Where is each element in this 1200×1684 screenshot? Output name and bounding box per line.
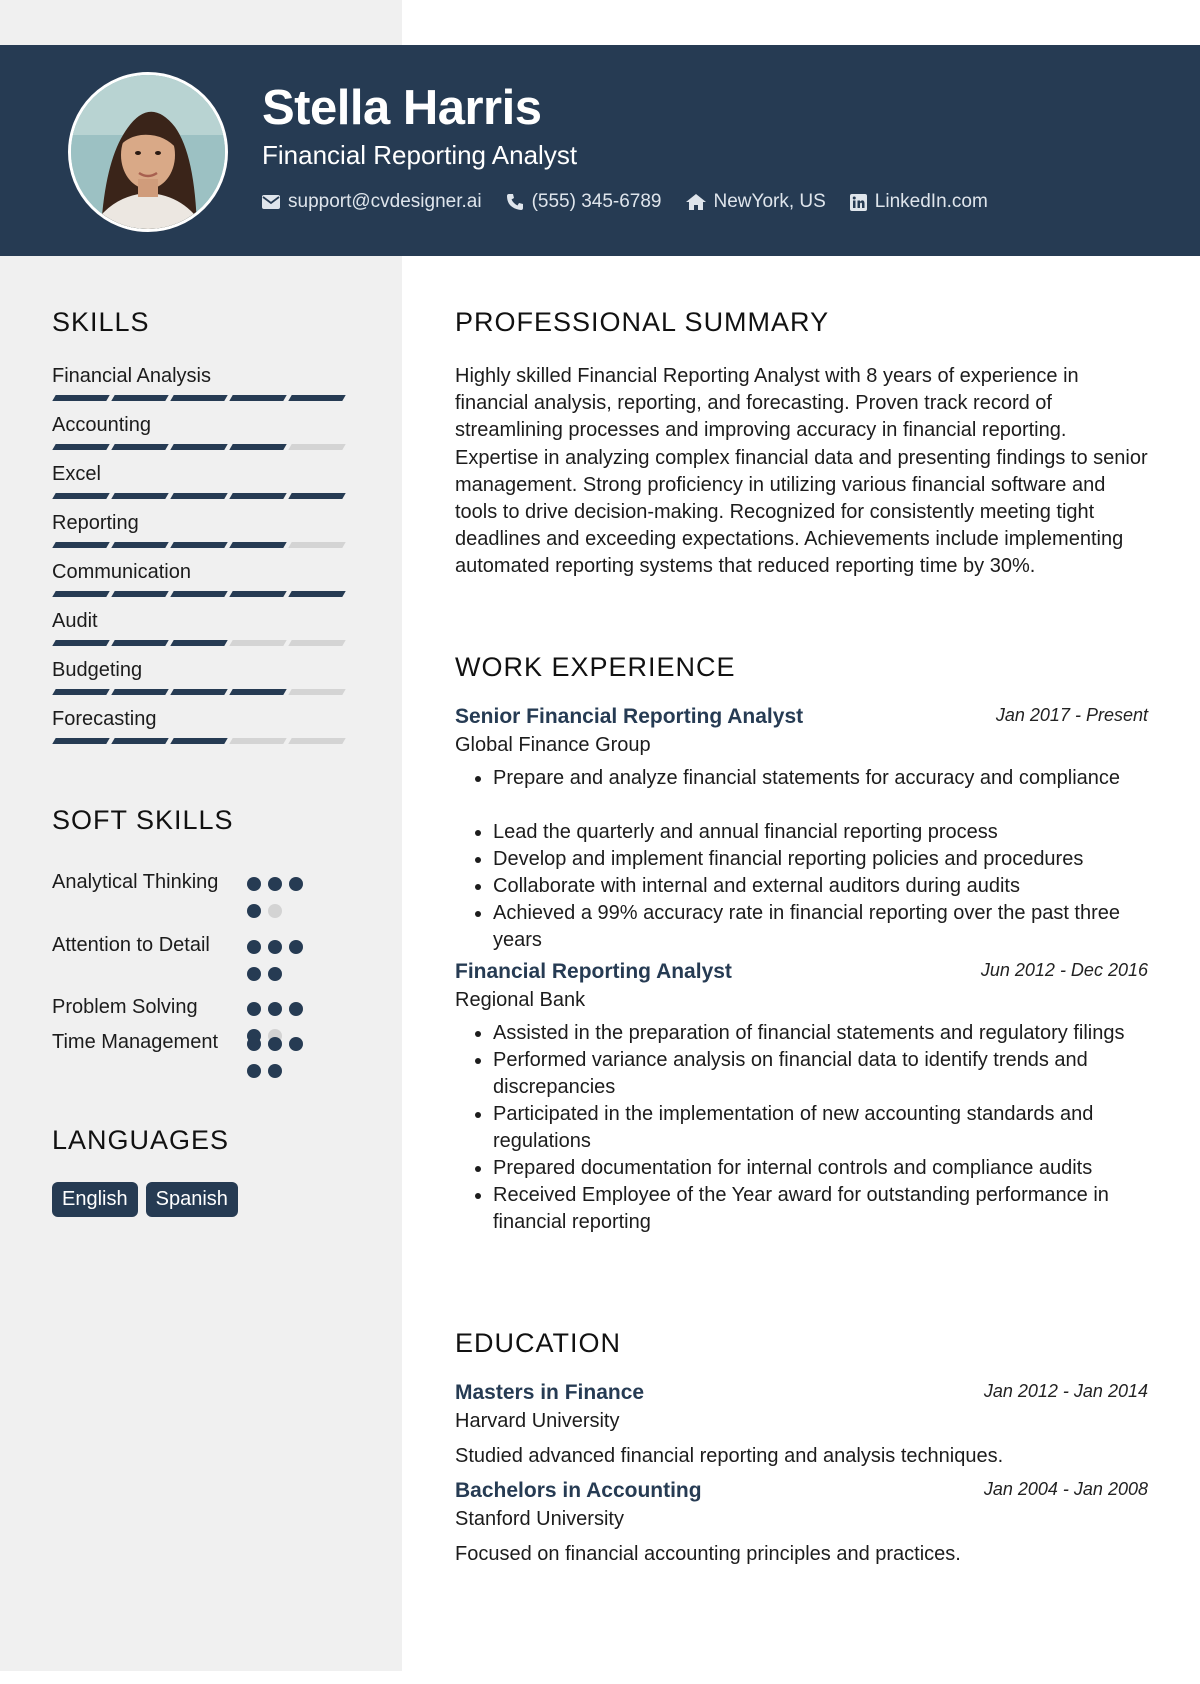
skill-name: Financial Analysis — [52, 365, 211, 387]
job-bullet: • Prepared documentation for internal controls and compliance audits — [493, 1155, 1148, 1182]
skill-bar-filled — [170, 493, 227, 499]
skill-level-bars — [54, 591, 349, 597]
job-entry — [455, 960, 1148, 1236]
school-name: Harvard University — [455, 1410, 620, 1432]
job-date: Jun 2012 - Dec 2016 — [980, 960, 1148, 980]
rating-dot-filled — [289, 940, 303, 954]
linkedin-icon — [850, 194, 867, 211]
skill-item — [52, 659, 352, 708]
contact-phone[interactable] — [506, 191, 662, 213]
skill-bar-filled — [111, 395, 168, 401]
skill-item — [52, 708, 352, 757]
languages-heading: LANGUAGES — [52, 1125, 230, 1155]
experience-heading: WORK EXPERIENCE — [455, 652, 736, 682]
skill-bar-filled — [111, 591, 168, 597]
rating-dot-filled — [268, 877, 282, 891]
candidate-name: Stella Harris — [262, 81, 542, 135]
rating-dot-filled — [247, 1002, 261, 1016]
skill-bar-filled — [111, 689, 168, 695]
skill-bar-filled — [52, 591, 109, 597]
skill-bar-filled — [52, 395, 109, 401]
job-bullet: • Collaborate with internal and external auditors during audits — [493, 873, 1148, 900]
rating-dot-filled — [289, 877, 303, 891]
skill-bar-filled — [170, 640, 227, 646]
rating-dot-filled — [268, 1064, 282, 1078]
skill-level-bars — [54, 493, 349, 499]
job-bullet: • Lead the quarterly and annual financial reporting process — [493, 819, 1148, 846]
skill-level-bars — [54, 640, 349, 646]
skill-bar-filled — [52, 689, 109, 695]
soft-skills-heading: SOFT SKILLS — [52, 805, 234, 835]
job-company: Global Finance Group — [455, 734, 651, 756]
skill-item — [52, 414, 352, 463]
education-section — [455, 1328, 1148, 1568]
soft-skill-dots — [247, 1037, 327, 1091]
skill-bar-filled — [288, 493, 345, 499]
skills-section — [52, 307, 352, 757]
summary-section — [455, 307, 1148, 581]
skill-bar-filled — [229, 395, 286, 401]
contact-email[interactable] — [262, 191, 482, 213]
skill-item — [52, 463, 352, 512]
skill-item — [52, 512, 352, 561]
location-text: NewYork, US — [713, 191, 826, 212]
home-icon — [686, 194, 706, 210]
languages-section — [52, 1125, 352, 1217]
contact-location — [686, 191, 826, 213]
experience-section — [455, 652, 1148, 1236]
skill-bar-empty — [288, 689, 345, 695]
education-header — [455, 1381, 1148, 1408]
job-entry — [455, 705, 1148, 954]
job-date: Jan 2017 - Present — [995, 705, 1148, 725]
skill-bar-empty — [229, 738, 286, 744]
education-date: Jan 2004 - Jan 2008 — [983, 1479, 1148, 1499]
skill-item — [52, 610, 352, 659]
rating-dot-filled — [247, 904, 261, 918]
skill-name: Reporting — [52, 512, 139, 534]
skill-bar-filled — [229, 689, 286, 695]
skill-name: Communication — [52, 561, 191, 583]
soft-skill-name: Attention to Detail — [52, 934, 210, 956]
rating-dot-filled — [289, 1037, 303, 1051]
envelope-icon — [262, 195, 280, 209]
candidate-role: Financial Reporting Analyst — [262, 140, 578, 170]
education-description: Focused on financial accounting principles and practices. — [455, 1543, 961, 1565]
skill-level-bars — [54, 542, 349, 548]
education-header — [455, 1479, 1148, 1506]
profile-photo — [68, 72, 228, 232]
job-bullets — [455, 1020, 1148, 1236]
summary-text: Highly skilled Financial Reporting Analyst with 8 years of experience in financial analysis, reporting, and forecasting. Proven track record of streamlining processes and improving accuracy in financial reporting. Expertise in analyzing complex financial data and presenting findings to senior management. Strong proficiency in utilizing various financial software and tools to drive decision-making. Recognized for consistently meeting tight deadlines and exceeding expectations. Achievements include implementing automated reporting systems that reduced reporting time by 30%. — [455, 365, 1148, 578]
skill-bar-filled — [170, 542, 227, 548]
rating-dot-filled — [247, 940, 261, 954]
skill-level-bars — [54, 444, 349, 450]
skill-bar-filled — [111, 493, 168, 499]
skill-bar-filled — [170, 738, 227, 744]
education-entry — [455, 1381, 1148, 1470]
rating-dot-filled — [247, 1064, 261, 1078]
job-bullet: • Received Employee of the Year award for outstanding performance in financial reporting — [493, 1182, 1148, 1236]
language-tag: English — [52, 1182, 138, 1217]
skill-bar-filled — [229, 444, 286, 450]
school-name: Stanford University — [455, 1508, 624, 1530]
contact-info — [262, 191, 1012, 213]
skill-bar-filled — [288, 395, 345, 401]
education-description: Studied advanced financial reporting and analysis techniques. — [455, 1445, 1004, 1467]
skill-bar-filled — [52, 444, 109, 450]
job-company: Regional Bank — [455, 989, 586, 1011]
skill-item — [52, 561, 352, 610]
skill-bar-filled — [170, 444, 227, 450]
job-bullet: • Achieved a 99% accuracy rate in financial reporting over the past three years — [493, 900, 1148, 954]
skills-list — [52, 365, 352, 757]
skills-heading: SKILLS — [52, 307, 150, 337]
skill-bar-filled — [52, 640, 109, 646]
job-bullet: • Participated in the implementation of new accounting standards and regulations — [493, 1101, 1148, 1155]
job-title: Financial Reporting Analyst — [455, 960, 732, 983]
skill-bar-empty — [288, 444, 345, 450]
rating-dot-filled — [268, 940, 282, 954]
degree-title: Bachelors in Accounting — [455, 1479, 702, 1502]
skill-bar-filled — [229, 493, 286, 499]
email-text: support@cvdesigner.ai — [288, 191, 482, 212]
rating-dot-filled — [247, 1037, 261, 1051]
rating-dot-filled — [247, 967, 261, 981]
skill-bar-empty — [288, 640, 345, 646]
linkedin-text: LinkedIn.com — [874, 191, 988, 212]
skill-bar-filled — [288, 591, 345, 597]
skill-name: Excel — [52, 463, 101, 485]
rating-dot-empty — [268, 904, 282, 918]
skill-level-bars — [54, 395, 349, 401]
rating-dot-filled — [268, 967, 282, 981]
language-tag: Spanish — [146, 1182, 238, 1217]
job-bullet: • Develop and implement financial reporting policies and procedures — [493, 846, 1148, 873]
skill-level-bars — [54, 689, 349, 695]
skill-bar-filled — [111, 738, 168, 744]
skill-bar-filled — [52, 738, 109, 744]
job-bullets — [455, 765, 1148, 954]
skill-name: Audit — [52, 610, 98, 632]
skill-name: Budgeting — [52, 659, 143, 681]
soft-skills-section — [52, 805, 352, 1099]
rating-dot-filled — [289, 1002, 303, 1016]
skill-bar-filled — [52, 493, 109, 499]
summary-heading: PROFESSIONAL SUMMARY — [455, 307, 830, 337]
soft-skill-name: Time Management — [52, 1031, 218, 1053]
education-heading: EDUCATION — [455, 1328, 622, 1358]
skill-item — [52, 365, 352, 414]
rating-dot-filled — [268, 1037, 282, 1051]
education-date: Jan 2012 - Jan 2014 — [983, 1381, 1148, 1401]
phone-text: (555) 345-6789 — [531, 191, 662, 212]
skill-bar-filled — [229, 542, 286, 548]
skill-name: Accounting — [52, 414, 151, 436]
soft-skill-dots — [247, 877, 327, 931]
skill-level-bars — [54, 738, 349, 744]
job-title: Senior Financial Reporting Analyst — [455, 705, 804, 728]
soft-skill-name: Problem Solving — [52, 996, 198, 1018]
skill-bar-empty — [288, 542, 345, 548]
soft-skills-list — [52, 869, 352, 1099]
skill-bar-filled — [111, 640, 168, 646]
skill-bar-filled — [52, 542, 109, 548]
soft-skill-dots — [247, 940, 327, 994]
soft-skill-name: Analytical Thinking — [52, 871, 219, 893]
job-bullet: • Performed variance analysis on financial data to identify trends and discrepancies — [493, 1047, 1148, 1101]
contact-linkedin[interactable] — [850, 191, 988, 213]
skill-bar-filled — [111, 444, 168, 450]
skill-bar-filled — [111, 542, 168, 548]
rating-dot-filled — [268, 1002, 282, 1016]
skill-bar-empty — [229, 640, 286, 646]
degree-title: Masters in Finance — [455, 1381, 645, 1404]
job-header — [455, 705, 1148, 732]
skill-bar-empty — [288, 738, 345, 744]
skill-bar-filled — [170, 395, 227, 401]
phone-icon — [506, 193, 524, 211]
education-entry — [455, 1479, 1148, 1568]
skill-name: Forecasting — [52, 708, 157, 730]
skill-bar-filled — [170, 591, 227, 597]
language-tags — [52, 1182, 352, 1217]
job-bullet: • Assisted in the preparation of financial statements and regulatory filings — [493, 1020, 1148, 1047]
skill-bar-filled — [170, 689, 227, 695]
job-bullet: • Prepare and analyze financial statements for accuracy and compliance — [493, 765, 1148, 792]
job-header — [455, 960, 1148, 987]
rating-dot-filled — [247, 877, 261, 891]
skill-bar-filled — [229, 591, 286, 597]
